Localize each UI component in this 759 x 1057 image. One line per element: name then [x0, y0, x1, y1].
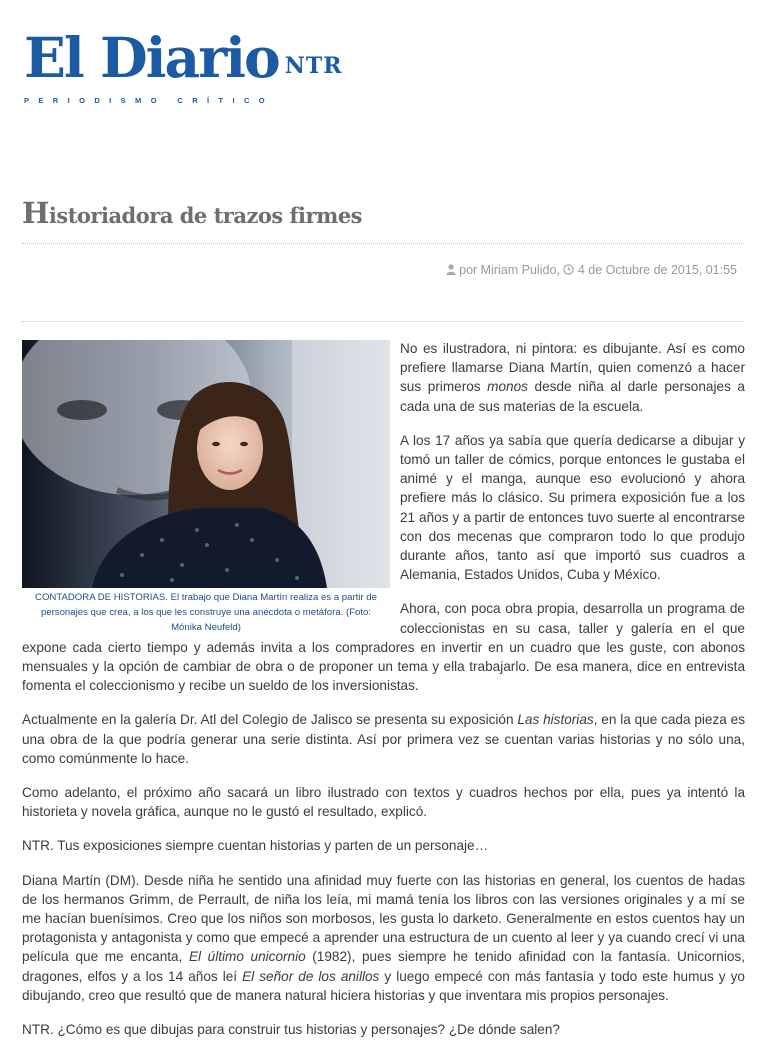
paragraph-3: Ahora, con poca obra propia, desarrolla un programa de coleccionistas en su casa, taller y galería en el que expone cada cierto tiempo y además invita a los compradores en invertir en un cuadro que les guste, con abonos mensuales y la opción de cambiar de obra o de proponer un tema y ella trabajarlo. De esa manera, dice en entrevista fomenta el coleccionismo y recibe un sueldo de los inversionistas. [22, 601, 745, 694]
paragraph-4: Actualmente en la galería Dr. Atl del Colegio de Jalisco se presenta su exposición Las historias, en la que cada pieza es una obra de la que podría generar una serie distinta. Así por primera vez se cuentan varias historias y no sólo una, como comúnmente lo hace. [22, 712, 746, 766]
paragraph-7: Diana Martín (DM). Desde niña he sentido una afinidad muy fuerte con las historias en general, los cuentos de hadas de los hermanos Grimm, de Perrault, de niña los leía, mi mamá tenía los libros con las versiones originales y a mí se me hacían buenísimos. Creo que los niños son morbosos, les gusta lo darketo. Generalmente en estos cuentos hay un protagonista y antagonista y como que empecé a aprender una estructura de un cuento al leer y ya cuando crecí vi una película que me encanta, El último unicornio (1982), pues siempre he tenido afinidad con la fantasía. Unicornios, dragones, elfos y a los 14 años leí El señor de los anillos y luego empecé con más fantasía y todo este humus y yo dibujando, creo que resultó que de manera natural hiciera historias y que inventara mis propios personajes. [22, 872, 745, 1003]
logo-wordmark [24, 25, 343, 92]
paragraph-2: A los 17 años ya sabía que quería dedicarse a dibujar y tomó un taller de cómics, porque entonces le gustaba el animé y el manga, aunque eso evolucionó y ahora prefiere más lo clásico. Su primera exposición fue a los 21 años y a partir de entonces tuvo suerte al encontrarse con dos mecenas que compraron todo lo que produjo durante años, tanto así que importó sus cuadros a Alemania, Estados Unidos, Cuba y México. [400, 432, 745, 583]
site-logo[interactable] [24, 25, 343, 105]
figure-spacer [22, 339, 390, 631]
article-body [22, 339, 745, 1054]
article-title [22, 196, 362, 230]
clock-icon [563, 263, 574, 277]
logo-suffix: NTR [284, 53, 343, 79]
article-author[interactable]: por Miriam Pulido, [459, 263, 560, 277]
logo-tagline: PERIODISMO CRÍTICO [24, 96, 275, 105]
title-rest: istoriadora de trazos firmes [48, 203, 363, 228]
paragraph-8: NTR. ¿Cómo es que dibujas para construir tus historias y personajes? ¿De dónde salen? [22, 1022, 560, 1038]
user-icon [446, 263, 456, 277]
logo-text: El Diario [24, 25, 279, 90]
article-date: 4 de Octubre de 2015, 01:55 [577, 263, 737, 277]
paragraph-1: No es ilustradora, ni pintora: es dibujante. Así es como prefiere llamarse Diana Martín, quien comenzó a hacer sus primeros monos desde niña al darle personajes a cada una de sus materias de la escuela. [400, 341, 745, 414]
title-first-letter: H [22, 196, 49, 230]
photo-caption: CONTADORA DE HISTORIAS. El trabajo que Diana Martín realiza es a partir de personajes que crea, a los que les construye una anécdota o metáfora. (Foto: Mónika Neufeld) [35, 592, 377, 633]
article-meta [446, 263, 737, 277]
title-divider [22, 243, 744, 244]
paragraph-6: NTR. Tus exposiciones siempre cuentan historias y parten de un personaje… [22, 838, 489, 854]
paragraph-5: Como adelanto, el próximo año sacará un libro ilustrado con textos y cuadros hechos por ella, pues ya intentó la historieta y novela gráfica, aunque no le gustó el resultado, explicó. [22, 785, 745, 820]
meta-divider [22, 321, 744, 322]
